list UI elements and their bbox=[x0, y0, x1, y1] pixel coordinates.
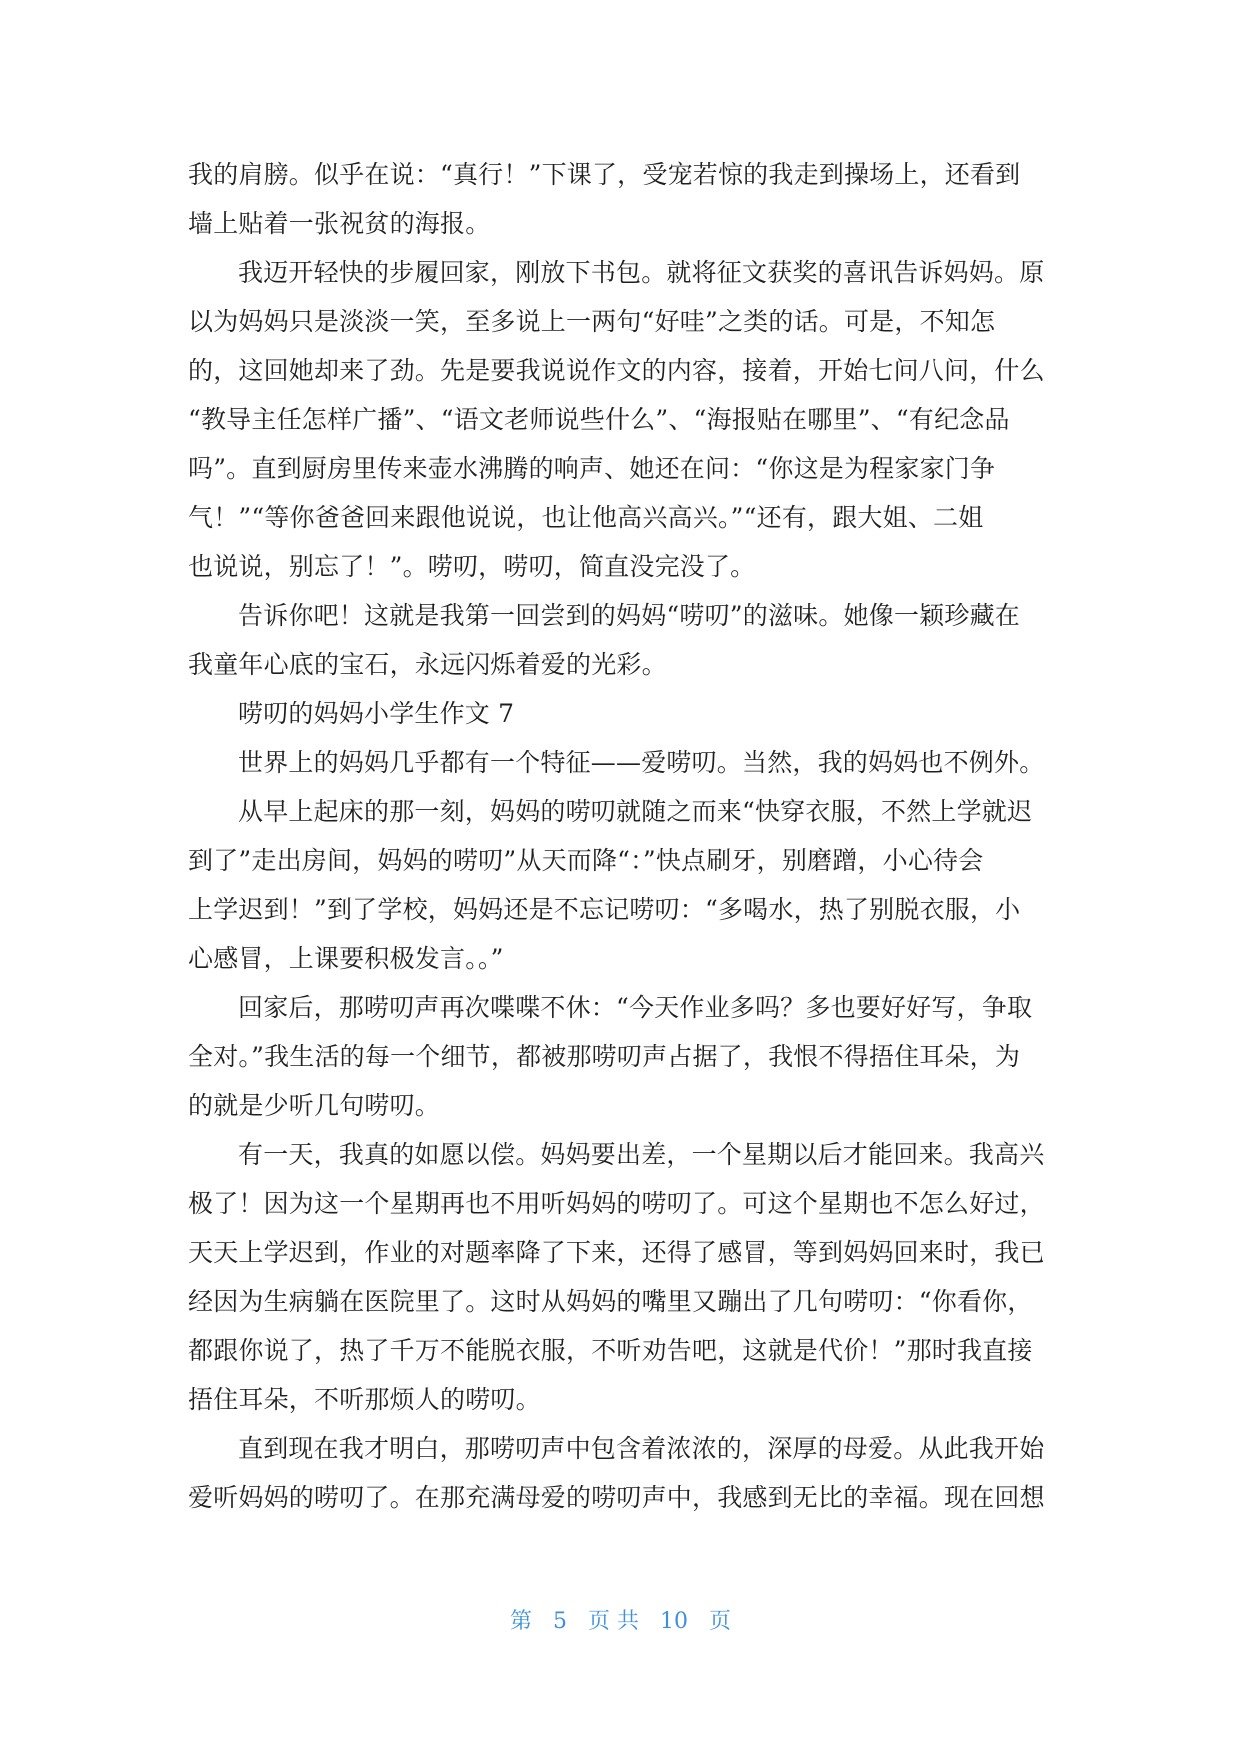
footer-prefix: 第 bbox=[509, 1609, 532, 1634]
text-line: 有一天，我真的如愿以偿。妈妈要出差，一个星期以后才能回来。我高兴 bbox=[238, 1140, 1045, 1169]
text-line: 都跟你说了，热了千万不能脱衣服，不听劝告吧，这就是代价！”那时我直接 bbox=[188, 1336, 1033, 1365]
text-line: 的，这回她却来了劲。先是要我说说作文的内容，接着，开始七问八问，什么 bbox=[188, 356, 1045, 385]
text-line: 告诉你吧！这就是我第一回尝到的妈妈“唠叨”的滋味。她像一颖珍藏在 bbox=[238, 601, 1020, 630]
footer-middle: 页 共 bbox=[588, 1609, 639, 1634]
text-line: 从早上起床的那一刻，妈妈的唠叨就随之而来“快穿衣服，不然上学就迟 bbox=[238, 797, 1033, 826]
text-line: 吗”。直到厨房里传来壶水沸腾的响声、她还在问：“你这是为程家家门争 bbox=[188, 454, 996, 483]
text-line: 我的肩膀。似乎在说：“真行！”下课了，受宠若惊的我走到操场上，还看到 bbox=[188, 160, 1021, 189]
text-line: 捂住耳朵，不听那烦人的唠叨。 bbox=[188, 1385, 541, 1414]
footer-suffix: 页 bbox=[709, 1609, 732, 1634]
text-line: 到了”走出房间，妈妈的唠叨”从天而降“：”快点刷牙，别磨蹭，小心待会 bbox=[188, 846, 984, 875]
text-line: 的就是少听几句唠叨。 bbox=[188, 1091, 441, 1120]
text-line: 极了！因为这一个星期再也不用听妈妈的唠叨了。可这个星期也不怎么好过， bbox=[188, 1189, 1045, 1218]
text-line: 直到现在我才明白，那唠叨声中包含着浓浓的，深厚的母爱。从此我开始 bbox=[238, 1434, 1045, 1463]
text-line: 唠叨的妈妈小学生作文 7 bbox=[238, 699, 515, 728]
text-line: 世界上的妈妈几乎都有一个特征——爱唠叨。当然，我的妈妈也不例外。 bbox=[238, 748, 1045, 777]
document-body bbox=[188, 150, 1056, 1522]
text-line: 也说说，别忘了！”。唠叨，唠叨，简直没完没了。 bbox=[188, 552, 756, 581]
text-line: 全对。”我生活的每一个细节，都被那唠叨声占据了，我恨不得捂住耳朵，为 bbox=[188, 1042, 1021, 1071]
text-line: 上学迟到！”到了学校，妈妈还是不忘记唠叨：“多喝水，热了别脱衣服，小 bbox=[188, 895, 1021, 924]
text-line: 气！”“等你爸爸回来跟他说说，也让他高兴高兴。”“还有，跟大姐、二姐 bbox=[188, 503, 984, 532]
text-line: 经因为生病躺在医院里了。这时从妈妈的嘴里又蹦出了几句唠叨：“你看你， bbox=[188, 1287, 1033, 1316]
text-line: “教导主任怎样广播”、“语文老师说些什么”、“海报贴在哪里”、“有纪念品 bbox=[188, 405, 1010, 434]
text-line: 墙上贴着一张祝贫的海报。 bbox=[188, 209, 491, 238]
text-line: 我童年心底的宝石，永远闪烁着爱的光彩。 bbox=[188, 650, 667, 679]
text-line: 我迈开轻快的步履回家，刚放下书包。就将征文获奖的喜讯告诉妈妈。原 bbox=[238, 258, 1045, 287]
page-footer bbox=[0, 1604, 1241, 1635]
text-line: 心感冒，上课要积极发言。。” bbox=[188, 944, 504, 973]
footer-current-page: 5 bbox=[553, 1609, 567, 1634]
text-line: 天天上学迟到，作业的对题率降了下来，还得了感冒，等到妈妈回来时，我已 bbox=[188, 1238, 1045, 1267]
text-line: 以为妈妈只是淡淡一笑，至多说上一两句“好哇”之类的话。可是，不知怎 bbox=[188, 307, 996, 336]
text-line: 爱听妈妈的唠叨了。在那充满母爱的唠叨声中，我感到无比的幸福。现在回想 bbox=[188, 1483, 1045, 1512]
text-line: 回家后，那唠叨声再次喋喋不休：“今天作业多吗？多也要好好写，争取 bbox=[238, 993, 1033, 1022]
footer-total-pages: 10 bbox=[660, 1609, 688, 1634]
